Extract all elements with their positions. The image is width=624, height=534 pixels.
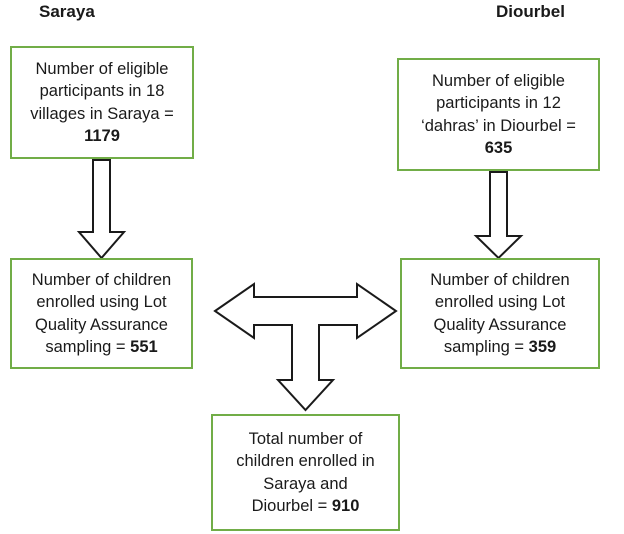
box-line: participants in 18	[39, 82, 165, 100]
total-enrolled-box	[211, 414, 400, 531]
box-line: participants in 12	[436, 94, 561, 112]
box-line-prefix: sampling =	[443, 338, 529, 356]
box-line: Quality Assurance	[433, 315, 567, 334]
box-line: Number of children	[430, 270, 570, 289]
saraya-eligible-box	[10, 46, 194, 159]
combine-t-arrow	[215, 284, 396, 410]
diourbel-enrolled-value: 359	[528, 338, 557, 356]
diourbel-eligible-box	[397, 58, 600, 171]
heading-saraya: Saraya	[39, 2, 95, 21]
box-line: children enrolled in	[236, 452, 375, 470]
saraya-enrolled-box	[10, 258, 193, 369]
box-line: Number of children	[31, 270, 172, 289]
diourbel-enrolled-box	[400, 258, 600, 369]
box-line: enrolled using Lot	[434, 293, 566, 311]
box-line: Quality Assurance	[35, 315, 168, 334]
saraya-enrolled-value: 551	[130, 338, 158, 356]
saraya-eligible-value: 1179	[84, 127, 120, 145]
diourbel-eligible-value: 635	[484, 139, 513, 157]
box-line-prefix: Diourbel =	[251, 497, 332, 515]
diourbel-down-arrow	[476, 172, 521, 258]
box-line: ‘dahras’ in Diourbel =	[421, 116, 576, 135]
box-line: Saraya and	[263, 474, 348, 493]
box-line: Total number of	[248, 429, 363, 448]
total-enrolled-value: 910	[331, 497, 360, 515]
box-line: Number of eligible	[35, 59, 169, 78]
heading-diourbel: Diourbel	[496, 2, 565, 21]
box-line: enrolled using Lot	[36, 293, 167, 311]
box-line: villages in Saraya =	[30, 104, 174, 123]
box-line-prefix: sampling =	[45, 338, 131, 356]
box-line: Number of eligible	[432, 71, 565, 90]
saraya-down-arrow	[79, 160, 124, 258]
